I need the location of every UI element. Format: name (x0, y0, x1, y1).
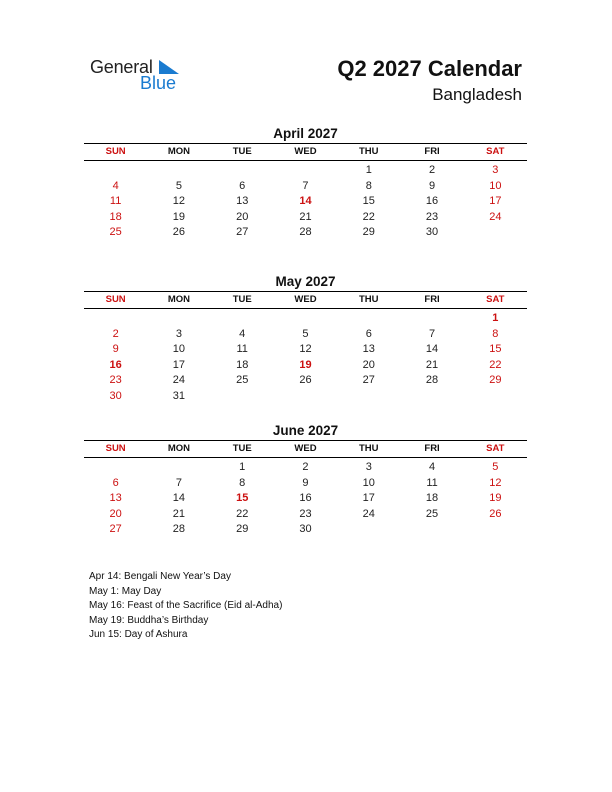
day-cell: 26 (172, 226, 186, 238)
day-cell: 28 (299, 226, 312, 238)
day-cell: 17 (172, 358, 186, 371)
day-cell: 4 (428, 461, 436, 473)
day-cell: 10 (362, 476, 375, 489)
weekday-header: FRI (424, 146, 440, 157)
day-cell: 27 (236, 226, 249, 238)
day-cell: 8 (239, 476, 246, 489)
week-row (84, 476, 527, 492)
week-row (84, 179, 527, 195)
month-title: April 2027 (273, 126, 338, 141)
week-row (84, 311, 527, 327)
month-calendar (84, 273, 527, 404)
day-cell: 15 (236, 492, 249, 504)
day-cell: 18 (425, 492, 439, 504)
empty-day-cell (274, 389, 337, 405)
day-cell: 1 (492, 312, 499, 324)
day-cell: 19 (299, 358, 312, 371)
weekday-header: WED (294, 146, 317, 157)
week-row (84, 373, 527, 389)
week-row (84, 389, 527, 405)
day-cell: 20 (109, 507, 122, 520)
day-cell: 23 (425, 210, 439, 223)
week-row (84, 491, 527, 507)
day-cell: 13 (362, 343, 375, 355)
weekday-header: SAT (486, 294, 505, 305)
empty-day-cell (84, 460, 147, 476)
day-cell: 22 (489, 358, 502, 371)
day-cell: 7 (175, 476, 182, 489)
weekday-header: TUE (232, 294, 252, 305)
empty-day-cell (400, 522, 463, 538)
month-title: May 2027 (275, 274, 336, 289)
weekday-header-row (84, 144, 527, 160)
weekday-header: WED (294, 443, 317, 454)
empty-day-cell (337, 311, 400, 327)
week-row (84, 460, 527, 476)
day-cell: 20 (236, 210, 249, 223)
empty-day-cell (147, 311, 210, 327)
weekday-header: TUE (232, 443, 252, 454)
weekday-header: SUN (105, 146, 126, 157)
week-row (84, 507, 527, 523)
day-cell: 12 (299, 343, 312, 355)
empty-day-cell (211, 389, 274, 405)
day-cell: 16 (425, 195, 439, 207)
day-cell: 28 (172, 523, 186, 535)
day-cell: 29 (236, 523, 249, 535)
week-row (84, 225, 527, 241)
day-cell: 10 (172, 343, 186, 355)
day-cell: 6 (365, 327, 372, 340)
empty-day-cell (84, 163, 147, 179)
empty-day-cell (400, 311, 463, 327)
month-title: June 2027 (272, 423, 339, 438)
day-cell: 1 (365, 164, 372, 176)
day-cell: 9 (428, 179, 436, 192)
day-cell: 2 (428, 164, 436, 176)
day-cell: 15 (362, 195, 375, 207)
day-cell: 19 (172, 210, 186, 223)
day-cell: 24 (489, 210, 502, 223)
day-cell: 15 (489, 343, 502, 355)
day-cell: 20 (362, 358, 375, 371)
weekday-header: FRI (424, 443, 440, 454)
weekday-header: SAT (486, 443, 505, 454)
day-cell: 30 (425, 226, 439, 238)
weekday-header: THU (359, 443, 379, 454)
day-cell: 14 (172, 492, 186, 504)
empty-day-cell (464, 522, 527, 538)
day-cell: 11 (109, 195, 122, 207)
weekday-header: THU (359, 146, 379, 157)
weekday-header: FRI (424, 294, 440, 305)
day-cell: 30 (109, 389, 122, 402)
day-cell: 24 (172, 374, 186, 386)
empty-day-cell (337, 389, 400, 405)
day-cell: 23 (299, 507, 312, 520)
empty-day-cell (274, 311, 337, 327)
holiday-item: May 1: May Day (89, 585, 162, 597)
empty-day-cell (464, 225, 527, 241)
day-cell: 5 (175, 179, 182, 192)
day-cell: 25 (236, 374, 249, 386)
month-calendar (84, 422, 527, 538)
page-title: Q2 2027 Calendar (337, 56, 522, 81)
weekday-header: MON (167, 443, 190, 454)
day-cell: 9 (112, 343, 119, 355)
logo-text-general: General (90, 57, 153, 77)
day-cell: 6 (112, 476, 119, 489)
day-cell: 10 (489, 179, 502, 192)
day-cell: 26 (489, 507, 502, 520)
day-cell: 21 (299, 210, 312, 223)
day-cell: 2 (112, 327, 119, 340)
day-cell: 16 (109, 358, 122, 371)
country-name: Bangladesh (432, 85, 522, 104)
weekday-header-row (84, 292, 527, 308)
holiday-item: May 16: Feast of the Sacrifice (Eid al-Adha) (89, 600, 283, 611)
weekday-header: MON (167, 146, 190, 157)
day-cell: 8 (365, 179, 372, 192)
day-cell: 7 (428, 327, 436, 340)
day-cell: 22 (362, 210, 375, 223)
day-cell: 11 (426, 476, 438, 489)
day-cell: 3 (365, 461, 372, 473)
day-cell: 3 (175, 327, 182, 340)
week-row (84, 358, 527, 374)
day-cell: 17 (362, 492, 375, 504)
day-cell: 12 (489, 476, 502, 489)
day-cell: 22 (236, 507, 249, 520)
day-cell: 16 (299, 492, 312, 504)
day-cell: 17 (489, 195, 502, 207)
weekday-header: MON (167, 294, 190, 305)
day-cell: 24 (362, 507, 375, 520)
weekday-header: SAT (486, 146, 505, 157)
day-cell: 11 (236, 343, 248, 355)
day-cell: 1 (239, 461, 246, 473)
day-cell: 26 (299, 374, 312, 386)
logo-text-blue: Blue (140, 73, 177, 93)
empty-day-cell (400, 389, 463, 405)
weekday-header: TUE (232, 146, 252, 157)
week-row (84, 163, 527, 179)
holiday-item: Jun 15: Day of Ashura (89, 629, 188, 640)
empty-day-cell (84, 311, 147, 327)
day-cell: 14 (299, 195, 312, 207)
day-cell: 29 (362, 226, 375, 238)
day-cell: 13 (236, 195, 249, 207)
day-cell: 12 (172, 195, 186, 207)
month-calendar (84, 125, 527, 241)
day-cell: 19 (489, 492, 502, 504)
empty-day-cell (274, 163, 337, 179)
day-cell: 7 (302, 179, 309, 192)
day-cell: 9 (302, 476, 309, 489)
day-cell: 31 (172, 389, 186, 402)
empty-day-cell (464, 389, 527, 405)
day-cell: 5 (302, 327, 309, 340)
day-cell: 21 (172, 507, 186, 520)
week-row (84, 522, 527, 538)
week-rows (84, 309, 527, 404)
day-cell: 13 (109, 492, 122, 504)
day-cell: 4 (239, 327, 246, 340)
empty-day-cell (211, 163, 274, 179)
day-cell: 27 (109, 523, 122, 535)
day-cell: 2 (302, 461, 309, 473)
day-cell: 6 (239, 179, 246, 192)
holiday-item: Apr 14: Bengali New Year’s Day (89, 571, 231, 582)
day-cell: 3 (492, 164, 499, 176)
day-cell: 25 (109, 226, 122, 238)
day-cell: 25 (425, 507, 439, 520)
weekday-header: SUN (105, 443, 126, 454)
empty-day-cell (147, 460, 210, 476)
day-cell: 4 (112, 179, 119, 192)
day-cell: 23 (109, 374, 122, 386)
day-cell: 27 (362, 374, 375, 386)
weekday-header: WED (294, 294, 317, 305)
empty-day-cell (337, 522, 400, 538)
week-rows (84, 458, 527, 538)
day-cell: 28 (425, 374, 439, 386)
holiday-item: May 19: Buddha’s Birthday (89, 614, 209, 626)
day-cell: 30 (299, 523, 312, 535)
week-row (84, 342, 527, 358)
week-row (84, 210, 527, 226)
empty-day-cell (211, 311, 274, 327)
weekday-header: THU (359, 294, 379, 305)
day-cell: 18 (236, 358, 249, 371)
day-cell: 5 (492, 461, 499, 473)
weekday-header-row (84, 441, 527, 457)
empty-day-cell (147, 163, 210, 179)
day-cell: 21 (425, 358, 439, 371)
weekday-header: SUN (105, 294, 126, 305)
day-cell: 8 (492, 327, 499, 340)
week-row (84, 194, 527, 210)
week-rows (84, 161, 527, 241)
week-row (84, 327, 527, 343)
holiday-list (89, 570, 282, 643)
day-cell: 29 (489, 374, 502, 386)
day-cell: 14 (425, 343, 439, 355)
logo (90, 57, 200, 93)
day-cell: 18 (109, 210, 122, 223)
